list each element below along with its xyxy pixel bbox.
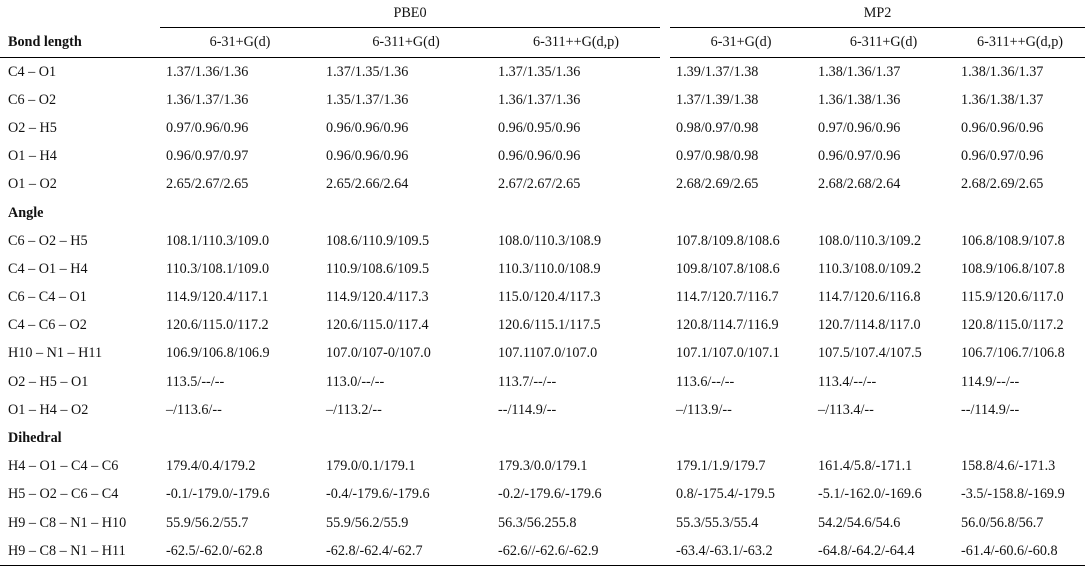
row-label: C4 – C6 – O2	[8, 317, 87, 334]
row-label: O1 – O2	[8, 176, 57, 193]
table-cell: 113.7/--/--	[498, 373, 557, 390]
table-row	[0, 255, 1085, 283]
table-cell: 120.6/115.1/117.5	[498, 317, 601, 334]
table-cell: 107.5/107.4/107.5	[818, 345, 922, 362]
table-cell: 106.7/106.7/106.8	[961, 345, 1065, 362]
row-label: H4 – O1 – C4 – C6	[8, 458, 119, 475]
table-cell: 110.9/108.6/109.5	[326, 260, 430, 277]
table-cell: 179.0/0.1/179.1	[326, 458, 416, 475]
table-row	[0, 284, 1085, 312]
table-cell: 114.9/120.4/117.1	[166, 289, 269, 306]
row-label: O2 – H5 – O1	[8, 373, 89, 390]
header-mp2-6-311ppg: 6-311++G(d,p)	[955, 28, 1085, 58]
table-row	[0, 453, 1085, 481]
table-cell: 1.37/1.39/1.38	[676, 91, 759, 108]
table-cell: -0.1/-179.0/-179.6	[166, 486, 270, 503]
section-label: Dihedral	[8, 430, 62, 447]
table-cell: 113.0/--/--	[326, 373, 385, 390]
table-cell: 114.7/120.7/116.7	[676, 289, 779, 306]
table-cell: 1.39/1.37/1.38	[676, 63, 759, 80]
table-cell: 2.68/2.69/2.65	[676, 176, 759, 193]
table-cell: -63.4/-63.1/-63.2	[670, 537, 812, 566]
table-cell: 109.8/107.8/108.6	[676, 260, 780, 277]
table-cell: 120.8/115.0/117.2	[961, 317, 1064, 334]
table-cell: 2.65/2.66/2.64	[326, 176, 409, 193]
table-cell: 1.35/1.37/1.36	[326, 91, 409, 108]
table-cell: 113.6/--/--	[676, 373, 735, 390]
table-cell: 2.68/2.68/2.64	[818, 176, 901, 193]
table-cell: 161.4/5.8/-171.1	[818, 458, 913, 475]
table-cell: –/113.9/--	[676, 401, 732, 418]
section-label: Angle	[8, 204, 44, 221]
table-cell: -64.8/-64.2/-64.4	[812, 537, 955, 566]
table-cell: 113.5/--/--	[166, 373, 225, 390]
table-cell: 1.36/1.37/1.36	[166, 91, 249, 108]
table-cell: 56.0/56.8/56.7	[961, 514, 1044, 531]
row-label: O1 – H4 – O2	[8, 401, 89, 418]
table-row	[0, 114, 1085, 142]
table-cell: 0.96/0.96/0.96	[498, 148, 581, 165]
table-cell: 1.38/1.36/1.37	[818, 63, 901, 80]
table-cell: -62.8/-62.4/-62.7	[320, 537, 492, 566]
table-row	[0, 340, 1085, 368]
table-cell: 0.96/0.95/0.96	[498, 119, 581, 136]
table-cell: 113.4/--/--	[818, 373, 877, 390]
header-mp2-6-311g: 6-311+G(d)	[812, 28, 955, 58]
table-cell: -3.5/-158.8/-169.9	[961, 486, 1065, 503]
table-cell: -61.4/-60.6/-60.8	[955, 537, 1085, 566]
table-cell: 120.7/114.8/117.0	[818, 317, 921, 334]
table-cell: 0.96/0.97/0.97	[166, 148, 249, 165]
table-cell: 0.96/0.96/0.96	[326, 148, 409, 165]
table-cell: 0.97/0.98/0.98	[676, 148, 759, 165]
group-mp2: MP2	[670, 0, 1085, 28]
section-row	[0, 199, 1085, 227]
table-row	[0, 227, 1085, 255]
header-pbe0-6-311ppg: 6-311++G(d,p)	[492, 28, 660, 58]
table-cell: 114.7/120.6/116.8	[818, 289, 921, 306]
table-cell: --/114.9/--	[961, 401, 1020, 418]
table-row	[0, 171, 1085, 199]
table-cell: 106.9/106.8/106.9	[166, 345, 270, 362]
table-cell: 179.3/0.0/179.1	[498, 458, 588, 475]
row-label: C4 – O1	[8, 63, 57, 80]
table-cell: 0.96/0.96/0.96	[326, 119, 409, 136]
row-label: O1 – H4	[8, 148, 57, 165]
table-cell: 110.3/108.1/109.0	[166, 260, 270, 277]
table-cell: -62.5/-62.0/-62.8	[160, 537, 320, 566]
header-pbe0-6-311g: 6-311+G(d)	[320, 28, 492, 58]
table-cell: 107.0/107-0/107.0	[326, 345, 431, 362]
table-cell: 179.4/0.4/179.2	[166, 458, 256, 475]
table-cell: 0.96/0.97/0.96	[818, 148, 901, 165]
table-row	[0, 58, 1085, 87]
table-row	[0, 312, 1085, 340]
table-cell: 107.8/109.8/108.6	[676, 232, 780, 249]
table-cell: 1.36/1.37/1.36	[498, 91, 581, 108]
table-cell: 158.8/4.6/-171.3	[961, 458, 1056, 475]
table-cell: 55.9/56.2/55.7	[166, 514, 249, 531]
table-cell: 0.96/0.96/0.96	[961, 119, 1044, 136]
row-label: O2 – H5	[8, 119, 57, 136]
table-cell: 2.68/2.69/2.65	[961, 176, 1044, 193]
table-cell: 108.1/110.3/109.0	[166, 232, 270, 249]
row-label: C6 – O2 – H5	[8, 232, 88, 249]
table-cell: 55.9/56.2/55.9	[326, 514, 409, 531]
table-row	[0, 509, 1085, 537]
table-cell: 2.67/2.67/2.65	[498, 176, 581, 193]
table-cell: 1.37/1.35/1.36	[498, 63, 581, 80]
table-cell: 110.3/110.0/108.9	[498, 260, 601, 277]
header-bond-length: Bond length	[0, 28, 160, 58]
row-label: H10 – N1 – H11	[8, 345, 103, 362]
table-cell: –/113.2/--	[326, 401, 382, 418]
table-cell: 115.9/120.6/117.0	[961, 289, 1064, 306]
row-label: C4 – O1 – H4	[8, 260, 88, 277]
column-header-row	[0, 28, 1085, 58]
table-cell: 120.6/115.0/117.4	[326, 317, 429, 334]
table-cell: 2.65/2.67/2.65	[166, 176, 249, 193]
group-pbe0: PBE0	[160, 0, 660, 28]
table-cell: 1.38/1.36/1.37	[961, 63, 1044, 80]
table-cell: 55.3/55.3/55.4	[676, 514, 759, 531]
row-label: H5 – O2 – C6 – C4	[8, 486, 119, 503]
table-cell: 120.8/114.7/116.9	[676, 317, 779, 334]
table-row	[0, 368, 1085, 396]
table-cell: 108.6/110.9/109.5	[326, 232, 430, 249]
table-row	[0, 481, 1085, 509]
table-cell: 0.98/0.97/0.98	[676, 119, 759, 136]
group-header-row	[0, 0, 1085, 28]
table-cell: 108.9/106.8/107.8	[961, 260, 1065, 277]
table-cell: 0.8/-175.4/-179.5	[676, 486, 775, 503]
table-cell: 1.36/1.38/1.37	[961, 91, 1044, 108]
section-row	[0, 424, 1085, 452]
table-cell: 56.3/56.255.8	[498, 514, 577, 531]
table-cell: --/114.9/--	[498, 401, 557, 418]
table-cell: 114.9/120.4/117.3	[326, 289, 429, 306]
table-row	[0, 143, 1085, 171]
table-cell: -0.4/-179.6/-179.6	[326, 486, 430, 503]
table-cell: –/113.6/--	[166, 401, 222, 418]
table-cell: -0.2/-179.6/-179.6	[498, 486, 602, 503]
row-label: C6 – O2	[8, 91, 57, 108]
table-row	[0, 396, 1085, 424]
table-cell: 106.8/108.9/107.8	[961, 232, 1065, 249]
table-cell: 115.0/120.4/117.3	[498, 289, 601, 306]
row-label: H9 – C8 – N1 – H11	[0, 537, 160, 566]
table-cell: 1.37/1.35/1.36	[326, 63, 409, 80]
row-label: H9 – C8 – N1 – H10	[8, 514, 127, 531]
table-cell: 120.6/115.0/117.2	[166, 317, 269, 334]
table-cell: 1.36/1.38/1.36	[818, 91, 901, 108]
table-cell: 110.3/108.0/109.2	[818, 260, 922, 277]
table-cell: 114.9/--/--	[961, 373, 1020, 390]
table-cell: 0.97/0.96/0.96	[166, 119, 249, 136]
table-cell: -5.1/-162.0/-169.6	[818, 486, 922, 503]
table-cell: 54.2/54.6/54.6	[818, 514, 901, 531]
table-row	[0, 86, 1085, 114]
table-cell: 107.1/107.0/107.1	[676, 345, 780, 362]
table-cell: 179.1/1.9/179.7	[676, 458, 766, 475]
row-label: C6 – C4 – O1	[8, 289, 87, 306]
table-cell: 0.97/0.96/0.96	[818, 119, 901, 136]
table-cell: 108.0/110.3/108.9	[498, 232, 602, 249]
header-pbe0-6-31g: 6-31+G(d)	[160, 28, 320, 58]
table-cell: 0.96/0.97/0.96	[961, 148, 1044, 165]
table-row	[0, 537, 1085, 566]
header-mp2-6-31g: 6-31+G(d)	[670, 28, 812, 58]
table-cell: –/113.4/--	[818, 401, 874, 418]
table-cell: 108.0/110.3/109.2	[818, 232, 922, 249]
table-cell: 107.1107.0/107.0	[498, 345, 598, 362]
table-cell: -62.6//-62.6/-62.9	[492, 537, 660, 566]
table-cell: 1.37/1.36/1.36	[166, 63, 249, 80]
